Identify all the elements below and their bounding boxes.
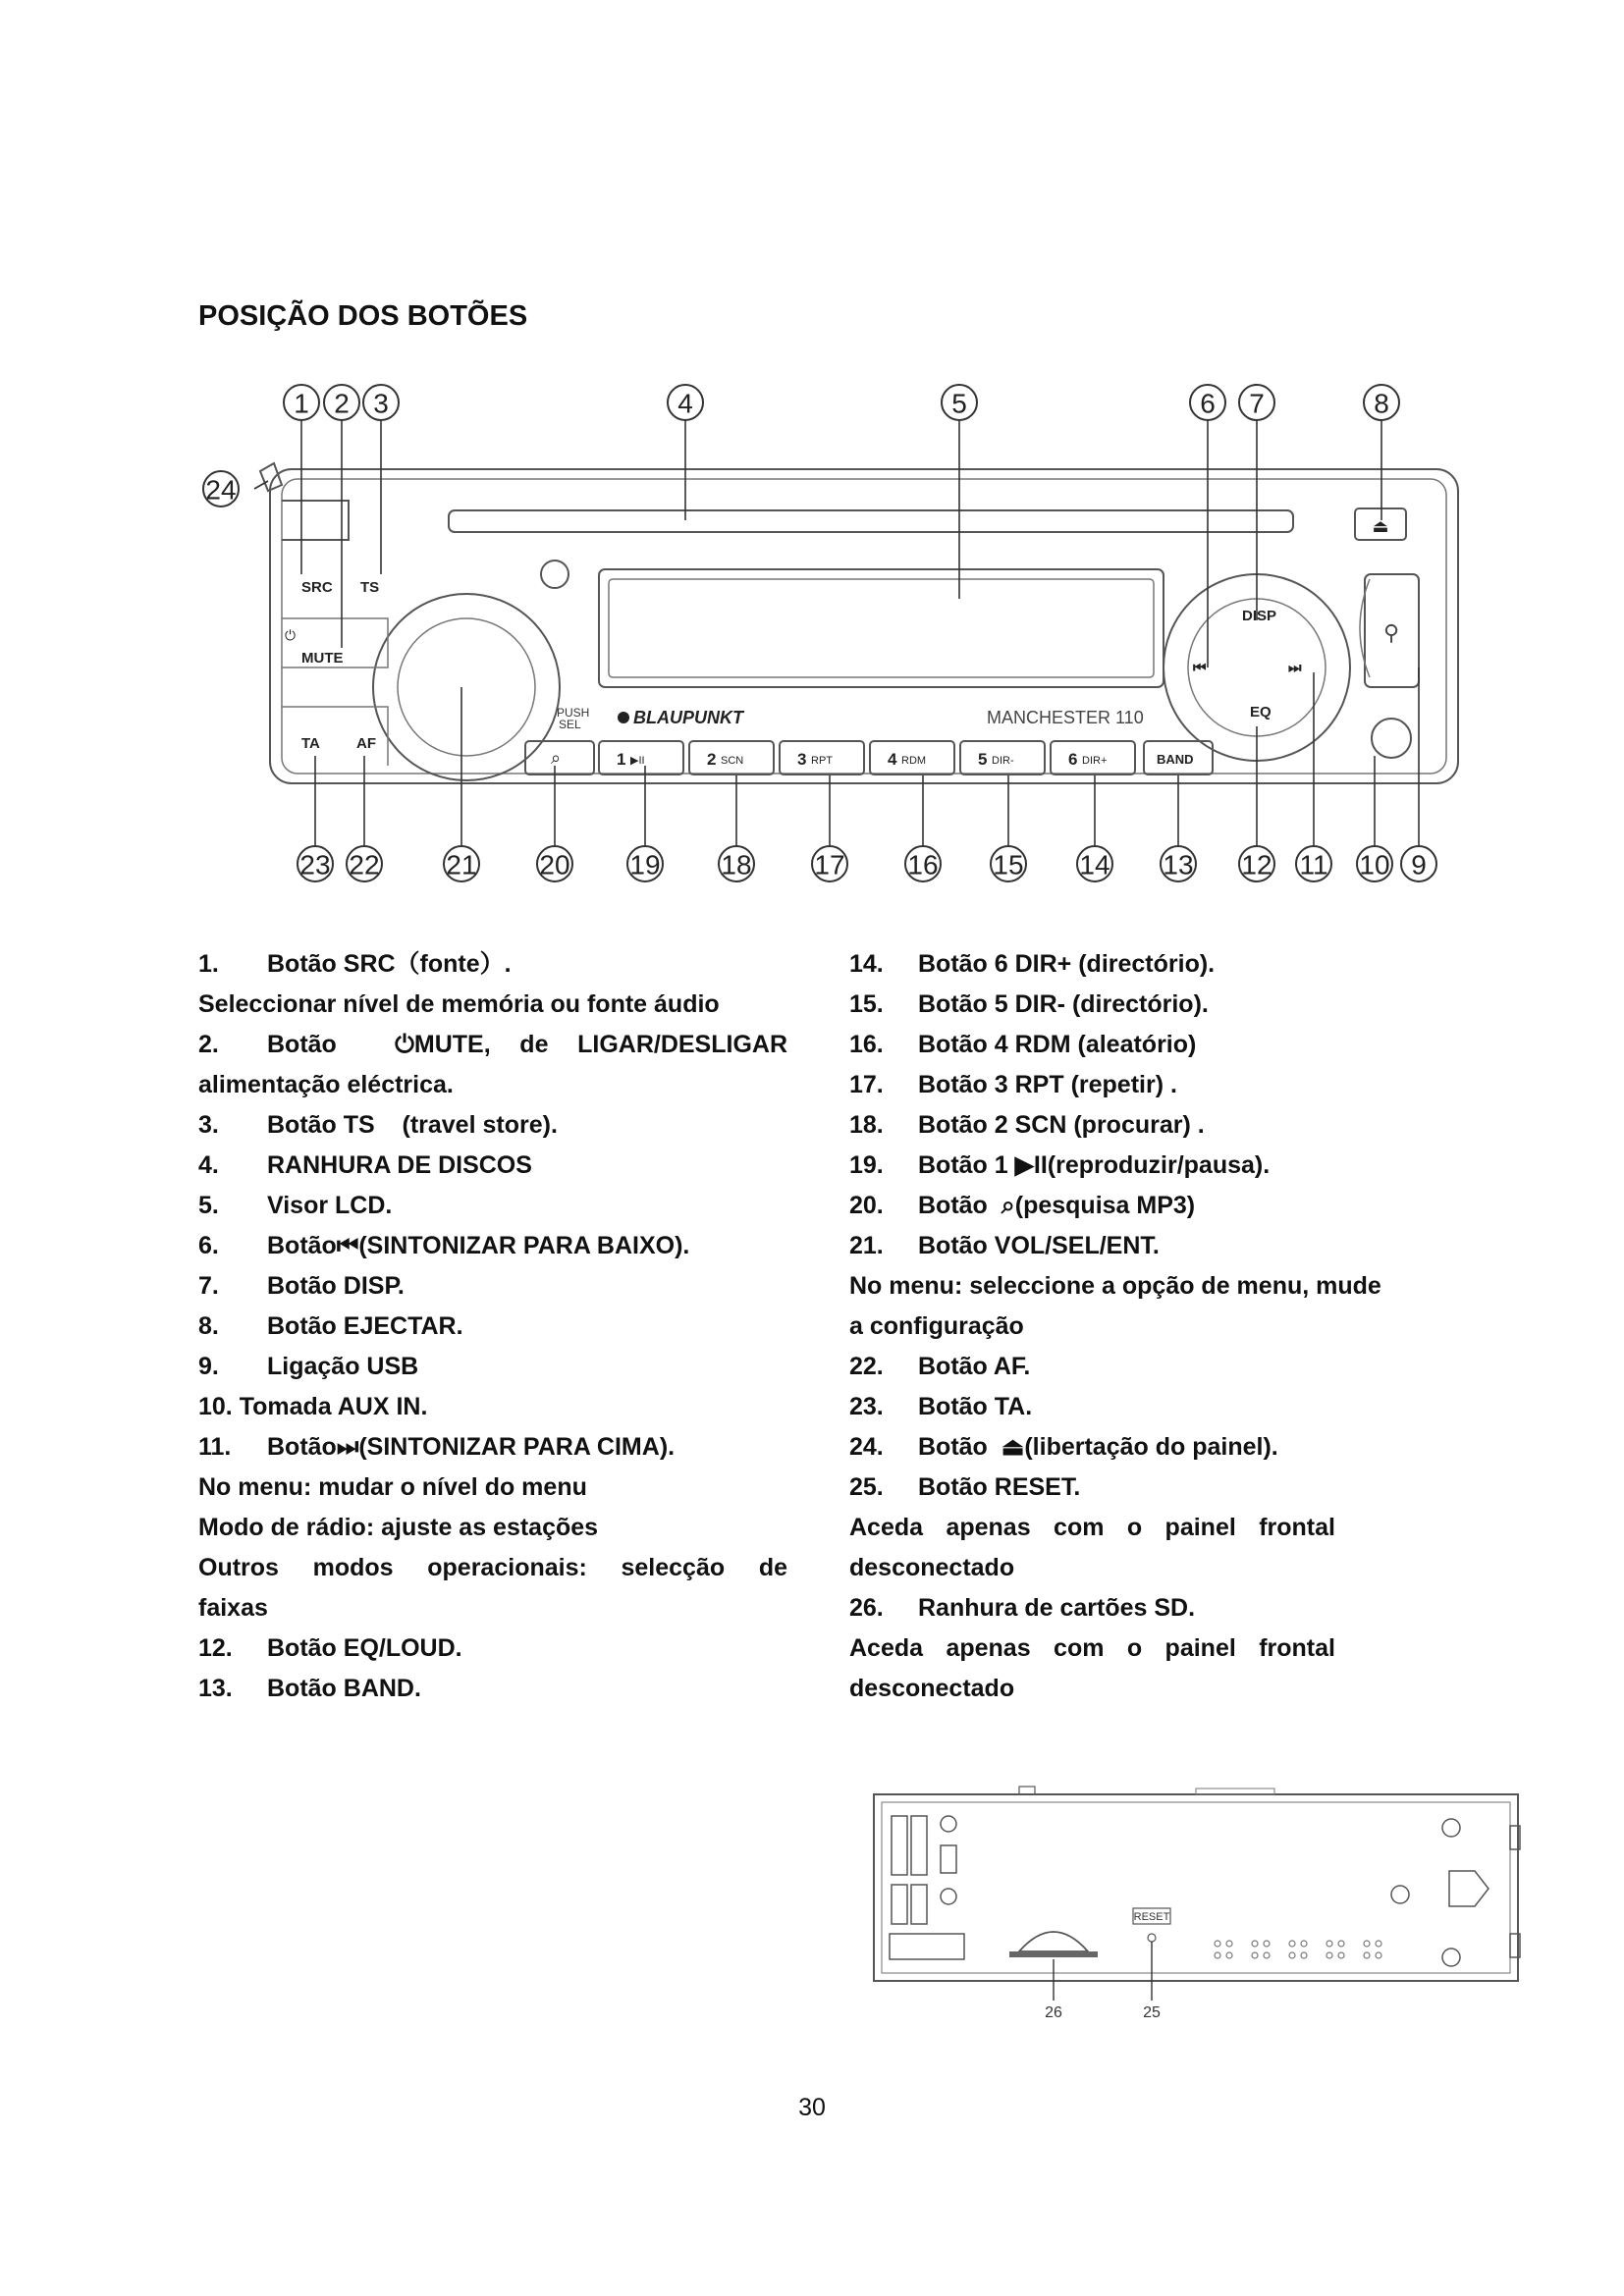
list-item-26-desc-1: Aceda apenas com o painel frontal — [849, 1634, 1335, 1662]
list-item-2-desc: alimentação eléctrica. — [198, 1071, 454, 1098]
svg-text:4: 4 — [888, 750, 897, 769]
list-item-24: 24. Botão ⏏(libertação do painel). — [849, 1433, 1278, 1461]
right-column — [849, 944, 1458, 1709]
list-item-3: 3. Botão TS (travel store). — [198, 1111, 558, 1139]
callout-2 — [324, 385, 359, 420]
list-item-11-desc-4: faixas — [198, 1594, 268, 1622]
prev-icon: ⏮ — [1193, 660, 1207, 676]
svg-text:2: 2 — [334, 388, 350, 419]
svg-text:5: 5 — [951, 388, 967, 419]
search-icon: ⌕ — [1001, 1192, 1015, 1219]
svg-text:RDM: RDM — [901, 755, 927, 767]
callout-4 — [668, 385, 703, 420]
list-item-17: 17. Botão 3 RPT (repetir) . — [849, 1071, 1177, 1098]
callout-15 — [991, 846, 1026, 881]
list-item-1-desc: Seleccionar nível de memória ou fonte áudio — [198, 990, 720, 1018]
panel-release-icon: ⏏ — [1001, 1433, 1025, 1461]
list-item-12: 12. Botão EQ/LOUD. — [198, 1634, 462, 1662]
disp-label: DISP — [1242, 608, 1277, 624]
svg-text:RPT: RPT — [811, 755, 833, 767]
model-label: MANCHESTER 110 — [987, 708, 1144, 727]
callout-18 — [719, 846, 754, 881]
list-item-20: 20. Botão ⌕(pesquisa MP3) — [849, 1192, 1196, 1219]
list-item-21: 21. Botão VOL/SEL/ENT. — [849, 1232, 1160, 1259]
list-item-21-desc-1: No menu: seleccione a opção de menu, mude — [849, 1272, 1381, 1300]
push-label: PUSH — [557, 706, 590, 720]
reset-label: RESET — [1133, 1911, 1170, 1923]
band-label: BAND — [1157, 752, 1194, 767]
tune-down-icon: ⏮ — [336, 1232, 359, 1259]
list-item-5: 5. Visor LCD. — [198, 1192, 393, 1219]
play-pause-icon: ▶II — [1014, 1151, 1048, 1179]
list-item-11-desc-1: No menu: mudar o nível do menu — [198, 1473, 587, 1501]
list-item-23: 23. Botão TA. — [849, 1393, 1033, 1420]
svg-text:6: 6 — [1200, 388, 1216, 419]
list-item-11-desc-2: Modo de rádio: ajuste as estações — [198, 1514, 599, 1541]
list-item-1: 1. Botão SRC（fonte）. — [198, 950, 512, 978]
svg-text:15: 15 — [993, 849, 1024, 881]
svg-text:7: 7 — [1249, 388, 1265, 419]
svg-text:21: 21 — [446, 849, 477, 881]
list-item-14: 14. Botão 6 DIR+ (directório). — [849, 950, 1216, 978]
front-panel-diagram — [191, 373, 1468, 903]
svg-text:14: 14 — [1079, 849, 1110, 881]
svg-text:1: 1 — [294, 388, 309, 419]
svg-text:3: 3 — [373, 388, 389, 419]
list-item-4: 4. RANHURA DE DISCOS — [198, 1151, 532, 1179]
callout-20 — [537, 846, 572, 881]
callout-24 — [203, 471, 239, 507]
preset-button-1 — [599, 741, 683, 774]
list-item-25: 25. Botão RESET. — [849, 1473, 1081, 1501]
svg-text:4: 4 — [677, 388, 693, 419]
svg-text:12: 12 — [1241, 849, 1272, 881]
next-icon: ⏭ — [1288, 660, 1302, 676]
svg-text:9: 9 — [1411, 849, 1427, 881]
brand-logo: BLAUPUNKT — [633, 708, 743, 727]
page-number: 30 — [798, 2094, 826, 2121]
svg-text:8: 8 — [1374, 388, 1389, 419]
list-item-21-desc-2: a configuração — [849, 1312, 1024, 1340]
callout-16 — [905, 846, 941, 881]
svg-text:24: 24 — [205, 474, 237, 506]
callout-21 — [444, 846, 479, 881]
callout-19 — [627, 846, 663, 881]
preset-button-5 — [960, 741, 1045, 774]
svg-text:16: 16 — [907, 849, 939, 881]
list-item-10: 10. Tomada AUX IN. — [198, 1393, 428, 1420]
svg-text:5: 5 — [978, 750, 988, 769]
list-item-13: 13. Botão BAND. — [198, 1675, 421, 1702]
callout-13 — [1161, 846, 1196, 881]
callout-17 — [812, 846, 847, 881]
svg-text:DIR-: DIR- — [992, 755, 1014, 767]
preset-button-4 — [870, 741, 954, 774]
callout-26: 26 — [1045, 2004, 1062, 2021]
callout-5 — [942, 385, 977, 420]
callout-25: 25 — [1143, 2004, 1161, 2021]
tune-up-icon: ⏭ — [336, 1433, 359, 1461]
callout-11 — [1296, 846, 1331, 881]
list-item-19: 19. Botão 1 ▶II(reproduzir/pausa). — [849, 1151, 1271, 1179]
list-item-22: 22. Botão AF. — [849, 1353, 1031, 1380]
preset-bar — [525, 741, 1213, 774]
list-item-15: 15. Botão 5 DIR- (directório). — [849, 990, 1209, 1018]
list-item-25-desc-2: desconectado — [849, 1554, 1015, 1581]
search-icon: ⌕ — [551, 748, 562, 768]
svg-text:18: 18 — [721, 849, 752, 881]
af-label: AF — [356, 735, 376, 752]
svg-text:2: 2 — [707, 750, 717, 769]
back-panel-diagram — [862, 1777, 1540, 2032]
callout-22 — [347, 846, 382, 881]
svg-text:17: 17 — [814, 849, 845, 881]
mute-label: MUTE — [301, 650, 344, 667]
list-item-16: 16. Botão 4 RDM (aleatório) — [849, 1031, 1197, 1058]
preset-button-6 — [1051, 741, 1135, 774]
svg-text:22: 22 — [349, 849, 380, 881]
callout-7 — [1239, 385, 1274, 420]
callout-8 — [1364, 385, 1399, 420]
svg-text:10: 10 — [1359, 849, 1390, 881]
page-title: POSIÇÃO DOS BOTÕES — [198, 300, 528, 332]
list-item-26-desc-2: desconectado — [849, 1675, 1015, 1702]
callout-10 — [1357, 846, 1392, 881]
svg-text:19: 19 — [629, 849, 661, 881]
svg-text:▶II: ▶II — [630, 755, 645, 767]
svg-text:1: 1 — [617, 750, 626, 769]
left-column — [198, 944, 787, 1709]
ts-label: TS — [360, 579, 380, 596]
eq-label: EQ — [1250, 704, 1272, 721]
list-item-11: 11. Botão⏭(SINTONIZAR PARA CIMA). — [198, 1433, 676, 1461]
list-item-2: 2. Botão ⏻MUTE, de LIGAR/DESLIGAR — [198, 1031, 787, 1058]
callout-6 — [1190, 385, 1225, 420]
svg-text:13: 13 — [1163, 849, 1194, 881]
list-item-11-desc-3: Outros modos operacionais: selecção de — [198, 1554, 787, 1581]
list-item-18: 18. Botão 2 SCN (procurar) . — [849, 1111, 1205, 1139]
svg-text:11: 11 — [1299, 849, 1328, 881]
callout-1 — [284, 385, 319, 420]
sel-label: SEL — [559, 718, 581, 731]
list-item-8: 8. Botão EJECTAR. — [198, 1312, 463, 1340]
list-item-7: 7. Botão DISP. — [198, 1272, 405, 1300]
svg-text:23: 23 — [299, 849, 331, 881]
list-item-9: 9. Ligação USB — [198, 1353, 419, 1380]
svg-text:20: 20 — [539, 849, 570, 881]
preset-button-2 — [689, 741, 774, 774]
callout-23 — [298, 846, 333, 881]
eject-icon: ⏏ — [1372, 516, 1389, 536]
power-icon: ⏻ — [285, 627, 297, 643]
svg-text:DIR+: DIR+ — [1082, 755, 1108, 767]
svg-text:6: 6 — [1068, 750, 1078, 769]
ta-label: TA — [301, 735, 320, 752]
usb-icon: ⚲ — [1382, 620, 1400, 645]
callout-12 — [1239, 846, 1274, 881]
list-item-26: 26. Ranhura de cartões SD. — [849, 1594, 1196, 1622]
callout-3 — [363, 385, 399, 420]
callout-14 — [1077, 846, 1112, 881]
callout-9 — [1401, 846, 1436, 881]
list-item-25-desc-1: Aceda apenas com o painel frontal — [849, 1514, 1335, 1541]
svg-text:SCN: SCN — [721, 755, 744, 767]
svg-text:3: 3 — [797, 750, 807, 769]
list-item-6: 6. Botão⏮(SINTONIZAR PARA BAIXO). — [198, 1232, 690, 1259]
power-icon: ⏻ — [395, 1031, 414, 1058]
src-label: SRC — [301, 579, 333, 596]
preset-button-3 — [780, 741, 864, 774]
